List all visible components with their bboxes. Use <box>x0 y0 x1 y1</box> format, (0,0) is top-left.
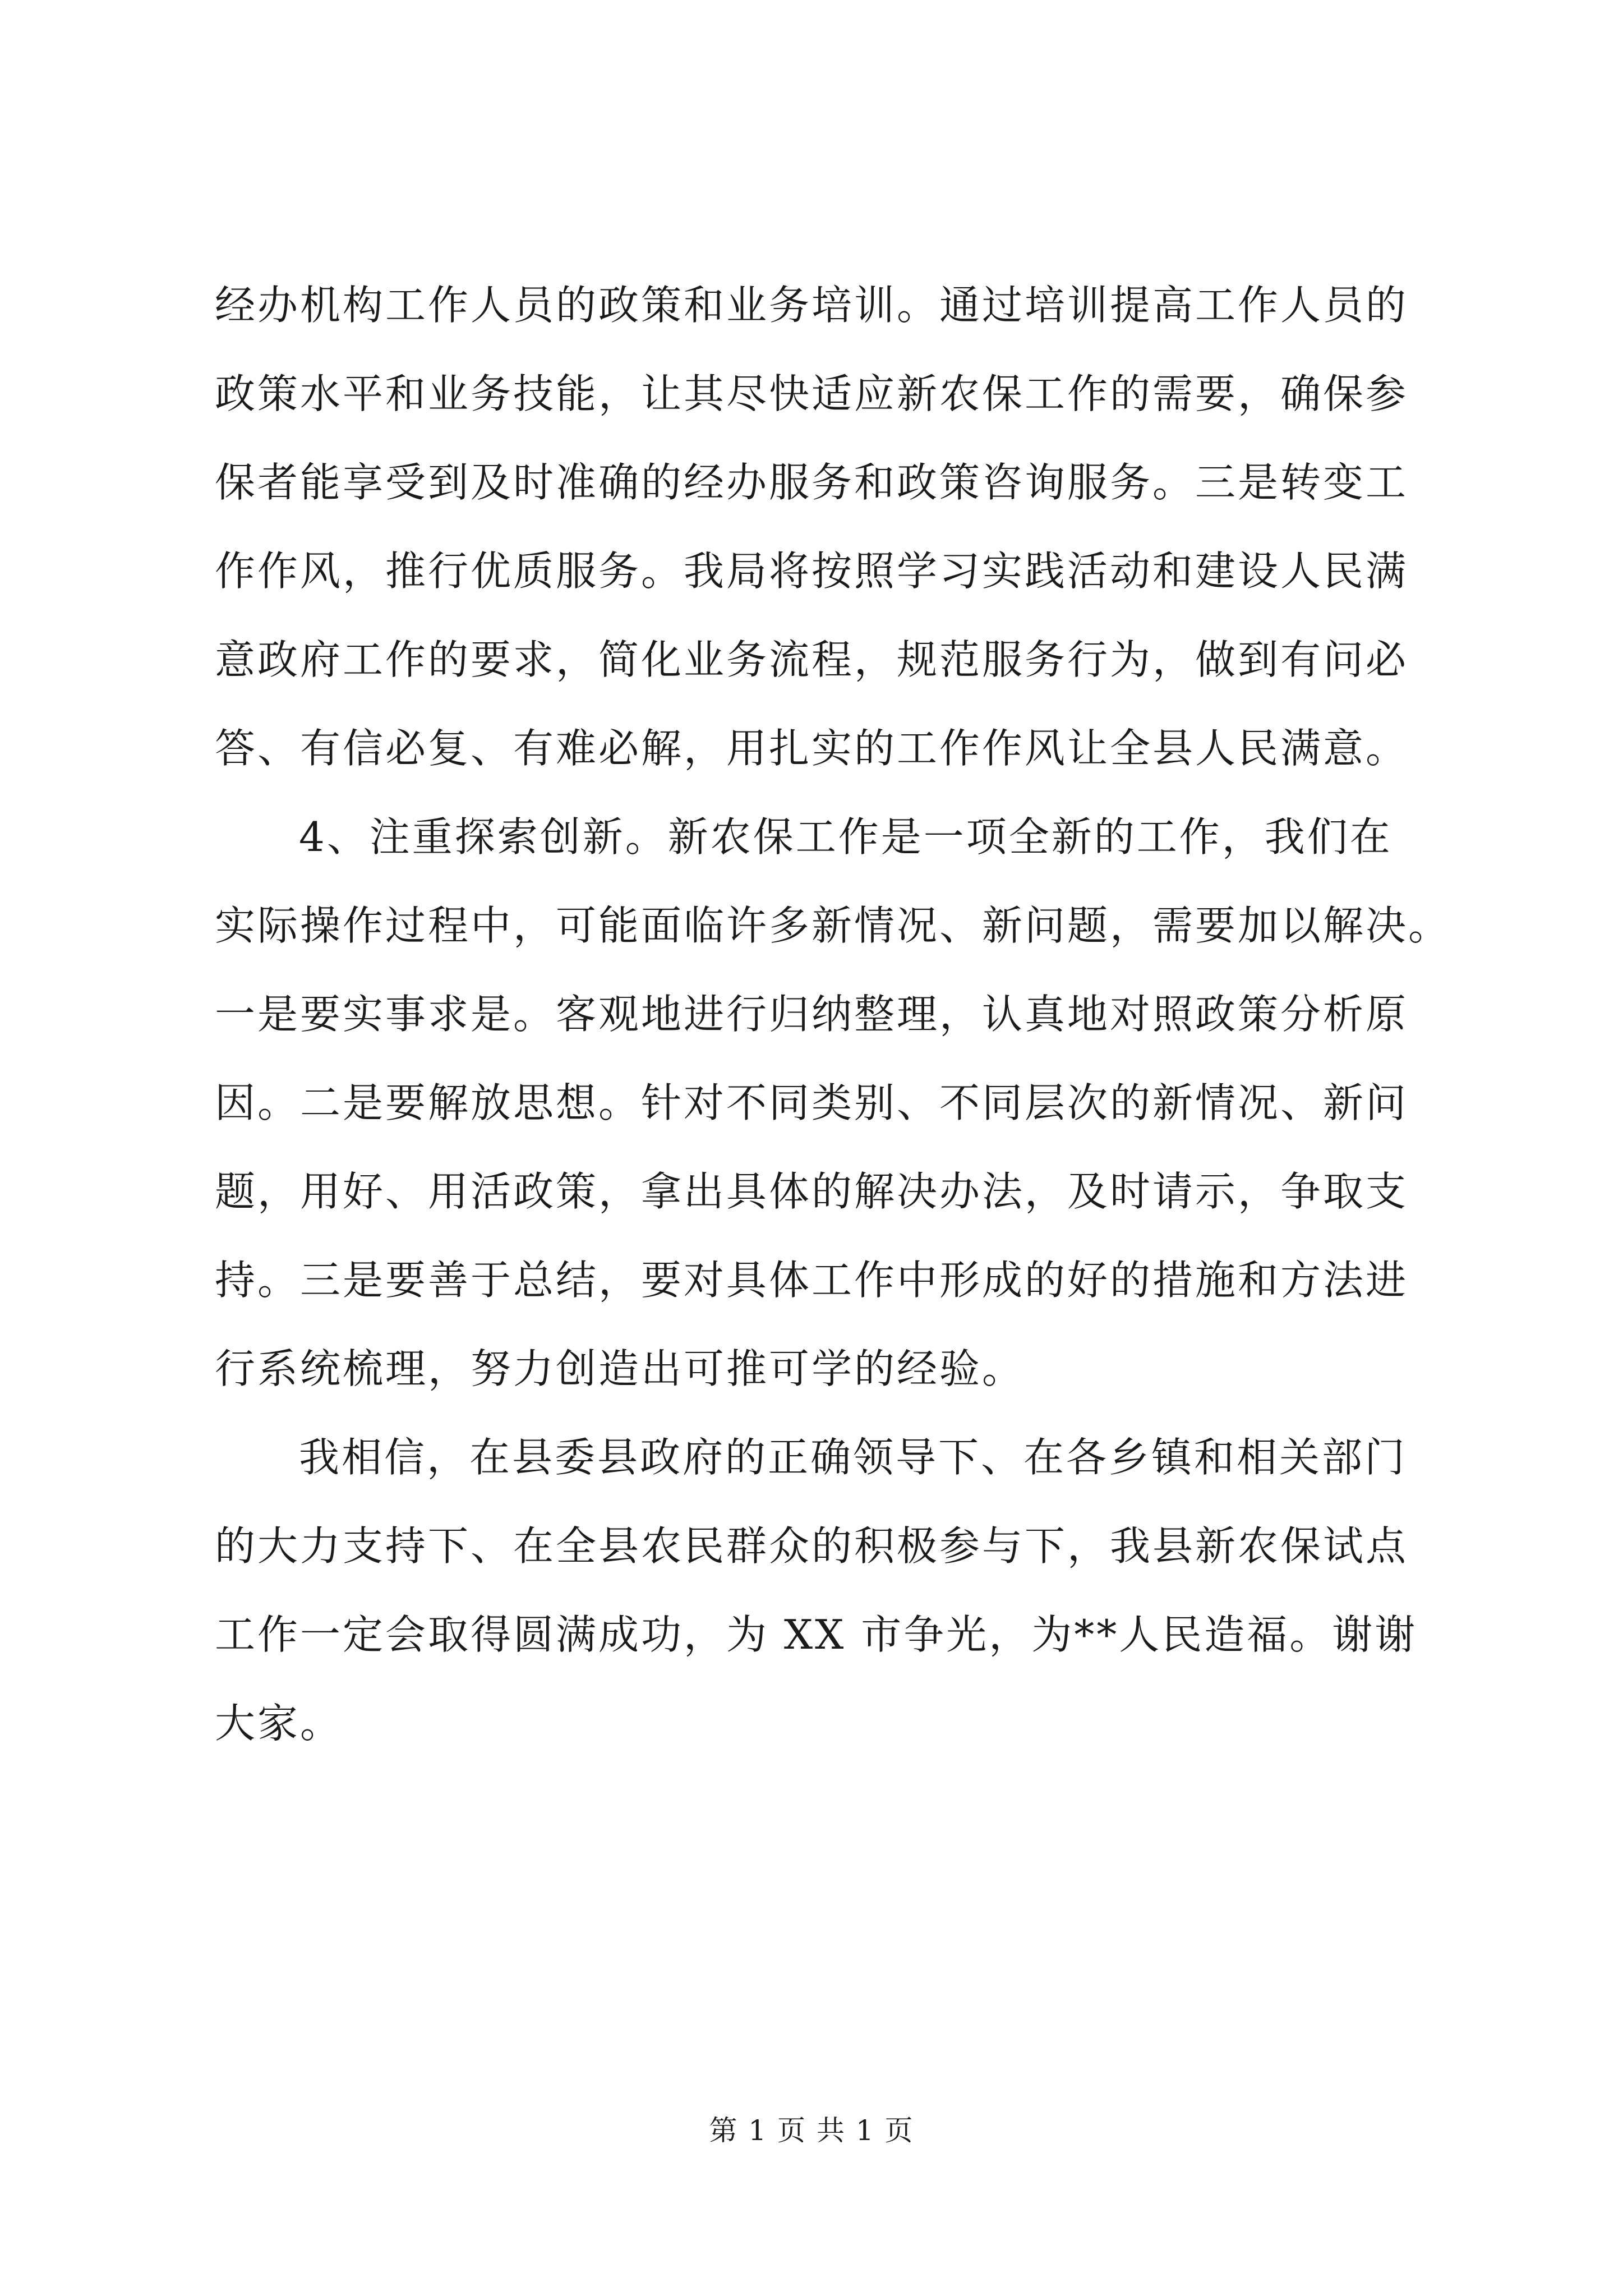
text-line: 工作一定会取得圆满成功，为 XX 市争光，为**人民造福。谢谢 <box>215 1611 1418 1658</box>
text-line: 大家。 <box>215 1700 343 1747</box>
text-line: 经办机构工作人员的政策和业务培训。通过培训提高工作人员的 <box>215 282 1409 329</box>
text-line: 一是要实事求是。客观地进行归纳整理，认真地对照政策分析原 <box>215 991 1409 1038</box>
text-line: 保者能享受到及时准确的经办服务和政策咨询服务。三是转变工 <box>215 459 1409 506</box>
text-line: 作作风，推行优质服务。我局将按照学习实践活动和建设人民满 <box>215 547 1409 595</box>
text-line: 实际操作过程中，可能面临许多新情况、新问题，需要加以解决。 <box>215 902 1451 949</box>
document-body <box>215 261 1451 1768</box>
page-number-footer: 第 1 页 共 1 页 <box>709 2114 914 2147</box>
paragraph-first-line: 我相信，在县委县政府的正确领导下、在各乡镇和相关部门 <box>299 1434 1408 1481</box>
paragraph-first-line: 4、注重探索创新。新农保工作是一项全新的工作，我们在 <box>299 813 1393 861</box>
text-line: 持。三是要善于总结，要对具体工作中形成的好的措施和方法进 <box>215 1257 1409 1304</box>
text-line: 答、有信必复、有难必解，用扎实的工作作风让全县人民满意。 <box>215 725 1409 772</box>
text-line: 因。二是要解放思想。针对不同类别、不同层次的新情况、新问 <box>215 1079 1409 1126</box>
text-line: 的大力支持下、在全县农民群众的积极参与下，我县新农保试点 <box>215 1522 1409 1570</box>
text-line: 政策水平和业务技能，让其尽快适应新农保工作的需要，确保参 <box>215 370 1409 417</box>
text-line: 行系统梳理，努力创造出可推可学的经验。 <box>215 1345 1025 1392</box>
text-line: 意政府工作的要求，简化业务流程，规范服务行为，做到有问必 <box>215 636 1409 683</box>
text-line: 题，用好、用活政策，拿出具体的解决办法，及时请示，争取支 <box>215 1168 1409 1215</box>
